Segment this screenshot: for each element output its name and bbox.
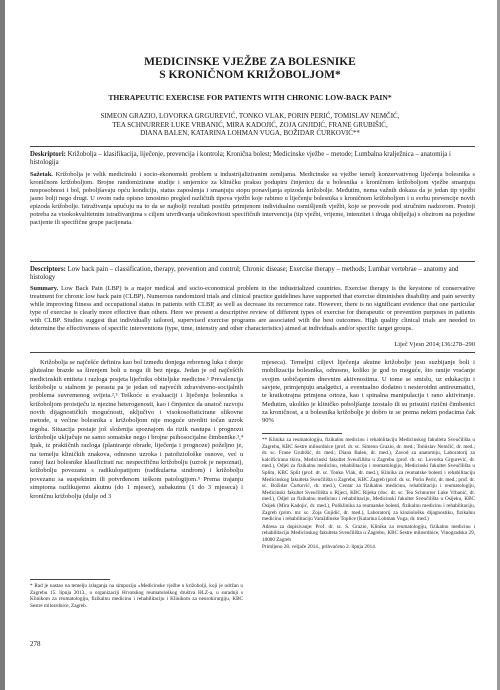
descriptors-en-text: Low back pain – classification, therapy, prevention and control; Chronic disease; Exercise therapy – methods; Lumbar vertebrae – anatomy and histology xyxy=(30,266,459,282)
title-hr-line-2: S KRONIČNOM KRIŽOBOLJOM* xyxy=(159,69,341,81)
author-line-2: TEA SCHNURRER LUKE VRBANIĆ, MIRA KADOJIĆ, ZOJA GNJIDIĆ, FRANE GRUBIŠIĆ, xyxy=(112,120,388,129)
affiliations-text: ** Klinika za reumatologiju, fizikalnu medicinu i rehabilitaciju Medicinskog fakulteta Sveučilišta u Zagrebu, KBC Sestre milosrdnice (prof. dr. sc. Simeon Grazio, dr. med.; Tomislav Nemčić, dr. med.; dr. sc. Frane Grubišić, dr. med.; Diana Balen, dr. med.), Zavod za anatomiju, Laboratorij za kalcificirana tkiva, Medicinski fakultet Sveučilišta u Zagrebu (prof. dr. sc. Lovorka Grgurević, dr. med.), Odjel za fizikalnu medicinu, rehabilitaciju i reumatologiju, Medicinski fakultet Sveučilišta u Splitu, KBC Split (prof. dr. sc. Tonko Vlak, dr. med.), Klinika za reumatske bolesti i rehabilitaciju Medicinskog fakulteta Sveučilišta u Zagrebu, KBC Zagreb (prof. dr. sc. Porin Perić, dr. med.; prof. dr. sc. Božidar Ćurković, dr. med.), Centar za fizikalnu medicinu, rehabilitaciju i reumatologiju, Medicinski fakultet Sveučilišta u Rijeci, KBC Rijeka (doc. dr. sc. Tea Schnurrer Luke Vrbanić, dr. med.), Odjel za fizikalnu medicinu i rehabilitaciju, Medicinski fakultet Sveučilišta u Osijeku, KBC Osijek (Mira Kadojić, dr. med.), Poliklinika za reumatske bolesti, fizikalnu medicinu i rehabilitaciju, Zagreb (prim. mr. sc. Zoja Gnjidić, dr. med.), Laboratorij za kinziološku dijagnostiku, fizikalnu medicinu i rehabilitaciju Varaždinske Toplice (Katarina Lohman Vuga, dr. med.) xyxy=(262,437,475,523)
body-column-right xyxy=(262,359,475,426)
author-line-1: SIMEON GRAZIO, LOVORKA GRGUREVIĆ, TONKO VLAK, PORIN PERIĆ, TOMISLAV NEMČIĆ, xyxy=(100,112,400,120)
descriptors-english xyxy=(30,266,475,283)
author-line-3: DIANA BALEN, KATARINA LOHMAN VUGA, BOŽIDAR ĆURKOVIĆ** xyxy=(140,129,360,138)
page-number: 278 xyxy=(30,640,41,648)
summary-hr-label: Sažetak. xyxy=(30,171,53,178)
divider-bottom xyxy=(30,352,475,353)
summary-english xyxy=(30,285,475,333)
article-title-english: THERAPEUTIC EXERCISE FOR PATIENTS WITH CHRONIC LOW-BACK PAIN* xyxy=(108,93,392,102)
descriptors-en-label: Descriptors: xyxy=(30,266,66,273)
footnote-rule-left xyxy=(30,579,110,580)
summary-hr-text: Križobolja je velik medicinski i socio-ekonomski problem u industrijaliziranim zemljama. Medicinske su vježbe temelj konzervativnog liječenja bolesnika s kroničnom križoboljom. Brojne randomizirane studije i smjernice za kliničku praksu podupiru činjenicu da u bolesnika s kroničnom križoboljom vježbe smanjuju nesposobnost i bol, poboljšavaju opću kondiciju, status zaposlenja i smanjuju stopu ponavljanja epizoda križobolje. Međutim, nema važnih dokaza da je jedan tip vježbi jasno bolji nego drugi. U ovom radu opisno iznosimo pregled različitih tipova vježbi koje rabimo u liječenju bolesnika s kroničnom križoboljom i u svrhu prevencije novih epizoda križobolje. Istraživanja upućuju na to da se najbolji rezultati postižu primjenom individualno osmišljenih vježbi, koje se provode pod stručnim nadzorom. Postoji potreba za visokokvalitetnim istraživanjima s ciljem utvrđivanja učinkovitosti specifičnih intervencija (tip vježbi, vrijeme, intenzitet i druga obilježja) s obzirom na pojedine pacijente ili specifične grupe pacijenata. xyxy=(30,171,475,226)
summary-en-label: Summary. xyxy=(30,285,59,292)
descriptors-hr-label: Deskriptori: xyxy=(30,151,66,158)
received-accepted-dates: Primljeno 28. veljače 2014., prihvaćeno 2. lipnja 2014. xyxy=(262,543,377,550)
footnote-rule-right xyxy=(262,433,342,434)
correspondence-address: Adresa za dopisivanje: Prof. dr. sc. S. Grazio, Klinika za reumatologiju, fizikalnu medicinu i rehabilitaciju Medicinskog fakulteta Sveučilišta u Zagrebu, KBC Sestre milosrdnice, Vinogradska 29, 10000 Zagreb xyxy=(262,523,475,543)
footnote-left: * Rad je nastao na temelju izlaganja na simpoziju »Medicinske vježbe u križobolji, koji je održan u Zagrebu 15. lipnja 2013., u organizaciji Hrvatskog reumatološkog društva HLZ-a, u suradnji s Klinikom za reumatologiju, fizikalnu medicinu i rehabilitaciju i Klinikom za neurokirurgiju, KBC Sestre milosrdnice, Zagreb. xyxy=(30,583,243,609)
title-hr-line-1: MEDICINSKE VJEŽBE ZA BOLESNIKE xyxy=(144,56,356,68)
article-title-croatian xyxy=(62,56,438,82)
divider-middle xyxy=(30,261,475,262)
body-right-paragraph: mjeseca). Temeljni ciljevi liječenja akutne križobolje jesu suzbijanje boli i mobilizacija bolesnika, odnosno, koliko je god to moguće, što ranije vraćanje svojim uobičajenim dnevnim aktivnostima. U tome se smislu, uz edukaciju i savjete, primjenjuju analgetici, a eventualno dodatno i nesteroidni antireumatici, te kratkotrajna primjena ortoza, kao i spinalna manipulacija i rano aktiviranje. Međutim, ukoliko je kliničko poboljšanje izostalo ili su prisutni rizični čimbenici za kroničnost, a u bolesnika križobolje je dobro te se prema nekim podacima čak 90% xyxy=(262,359,475,425)
author-list xyxy=(60,112,440,138)
footnote-affiliations xyxy=(262,437,475,550)
summary-croatian xyxy=(30,171,475,227)
journal-citation: Liječ Vjesn 2014;136:278–290 xyxy=(394,341,475,348)
summary-en-text: Low Back Pain (LBP) is a major medical and socio-economical problem in the industrialized countries. Exercise therapy is the keystone of conservative treatment for chronic low back pain (CLBP). Numerous randomized trials and clinical practice guidelines have supported that exercise diminishes disability and pain severity while improving fitness and occupational status in patients with CLBP, as well as decrease its recurrence rate. However, there is no significant evidence that one particular type of exercise is clearly more effective than others. Here we present a descriptive review of different types of exercise for therapeutic or prevention purposes in patients with CLBP. Studies suggest that individually tailored, supervised exercise programs are associated with the best outcomes. High quality clinical trials are needed to determine the effectiveness of specific interventions (type, time, intensity and other characteristics) aimed at individuals and/or specific target groups. xyxy=(30,285,475,332)
divider-top xyxy=(30,146,475,147)
body-left-paragraph: Križobolja se najčešće definira kao bol između donjega rebrenog luka i donje glutealne brazde sa širenjem boli u nogu ili bez njega. Jedan je od najčešćih medicinskih entiteta i razloga posjeta liječniku obiteljske medicine.¹ Prevalencija križobolje u stalnom je porastu pa je jedan od najvećih zdravstveno-socijalnih problema suvremenog svijeta.²,³ Teškoće u evaluaciji i liječenju bolesnika s križoboljom proistječu iz njezine heterogenosti, kao i činjenice da unatoč razvoju novih dijagnostičkih mogućnosti, uključivo i visokosofisticirane slikovne metode, u većine bolesnika s križoboljom nije moguće utvrditi točan uzrok tegoba. Situacija postaje još složenija spoznajom da rizik nastupa i prognozu križobolje uključuje ne samo somatske nego i brojne psihosocijalne čimbenike.³,⁴ Ipak, iz praktičnih razloga (planiranje obrade, liječenja i prognoze) poželjno je, na temelju kliničkih znakova, odnosno uzroka i patofiziološke osnove, već u ranoj fazi bolesnike klasificirati na: nespecifičnu križobolju (uzrok je nepoznat), križobolju povezanu s radikulopatijom (radikularna sindrom) i križobolju povezanu sa suspektnim ili potvrđenom teškom patologijom.⁵ Prema trajanju simptoma razlikujemo akutnu (do 1 mjesec), subakutnu (1 do 3 mjeseca) i kroničnu križobolju (dulje od 3 xyxy=(30,359,243,500)
descriptors-hr-text: Križobolja – klasifikacija, liječenje, prevencija i kontrola; Kronična bolest; Medicinske vježbe – metode; Lumbalna kralježnica – anatomija i histologija xyxy=(30,151,451,167)
descriptors-croatian xyxy=(30,151,475,168)
page-edge-left xyxy=(0,0,5,690)
body-column-left xyxy=(30,359,243,501)
